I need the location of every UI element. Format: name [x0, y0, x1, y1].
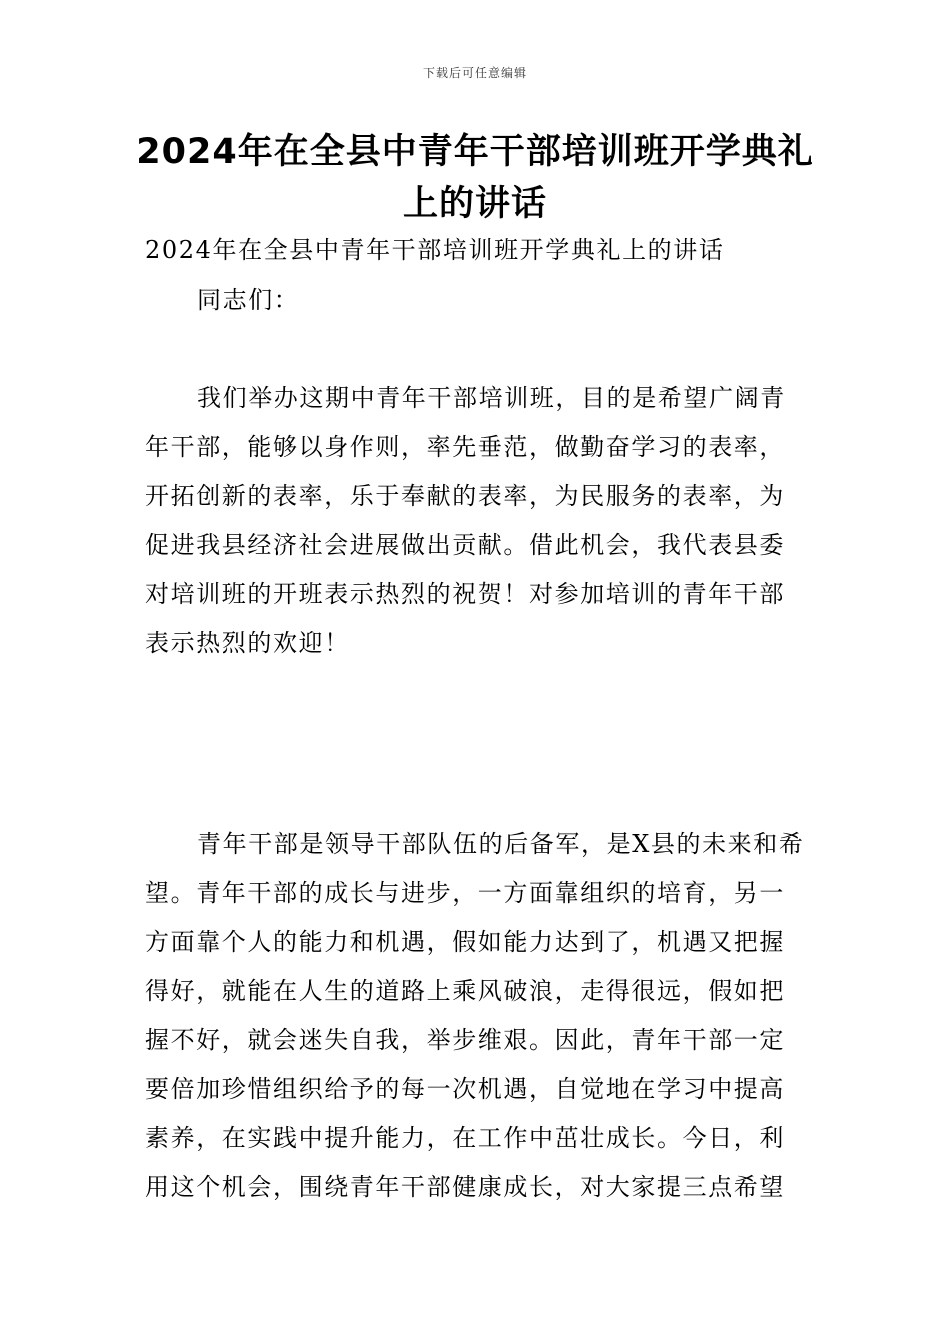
paragraph-2 — [145, 826, 805, 1218]
paragraph-line: 开拓创新的表率，乐于奉献的表率，为民服务的表率，为 — [145, 482, 785, 510]
document-title — [120, 126, 830, 230]
paragraph-1 — [145, 380, 805, 674]
paragraph-line: 促进我县经济社会进展做出贡献。借此机会，我代表县委 — [145, 531, 785, 559]
paragraph-line: 素养，在实践中提升能力，在工作中茁壮成长。今日，利 — [145, 1124, 785, 1152]
paragraph-line: 方面靠个人的能力和机遇，假如能力达到了，机遇又把握 — [145, 928, 785, 956]
paragraph-line: 青年干部是领导干部队伍的后备军，是X县的未来和希 — [197, 830, 805, 858]
header-note: 下载后可任意编辑 — [422, 66, 527, 80]
paragraph-line: 得好，就能在人生的道路上乘风破浪，走得很远，假如把 — [145, 977, 785, 1005]
salutation: 同志们： — [197, 286, 300, 314]
paragraph-line: 握不好，就会迷失自我，举步维艰。因此，青年干部一定 — [145, 1026, 785, 1054]
paragraph-line: 年干部，能够以身作则，率先垂范，做勤奋学习的表率， — [145, 433, 785, 461]
title-line: 上的讲话 — [402, 184, 547, 224]
title-line: 2024年在全县中青年干部培训班开学典礼 — [136, 132, 814, 172]
paragraph-line: 对培训班的开班表示热烈的祝贺！对参加培训的青年干部 — [145, 580, 785, 608]
paragraph-line: 要倍加珍惜组织给予的每一次机遇，自觉地在学习中提高 — [145, 1075, 785, 1103]
paragraph-line: 用这个机会，围绕青年干部健康成长，对大家提三点希望 — [145, 1173, 785, 1201]
document-subtitle: 2024年在全县中青年干部培训班开学典礼上的讲话 — [145, 236, 725, 264]
paragraph-line: 表示热烈的欢迎！ — [145, 629, 350, 657]
paragraph-line: 我们举办这期中青年干部培训班，目的是希望广阔青 — [197, 384, 786, 412]
paragraph-line: 望。青年干部的成长与进步，一方面靠组织的培育，另一 — [145, 879, 785, 907]
